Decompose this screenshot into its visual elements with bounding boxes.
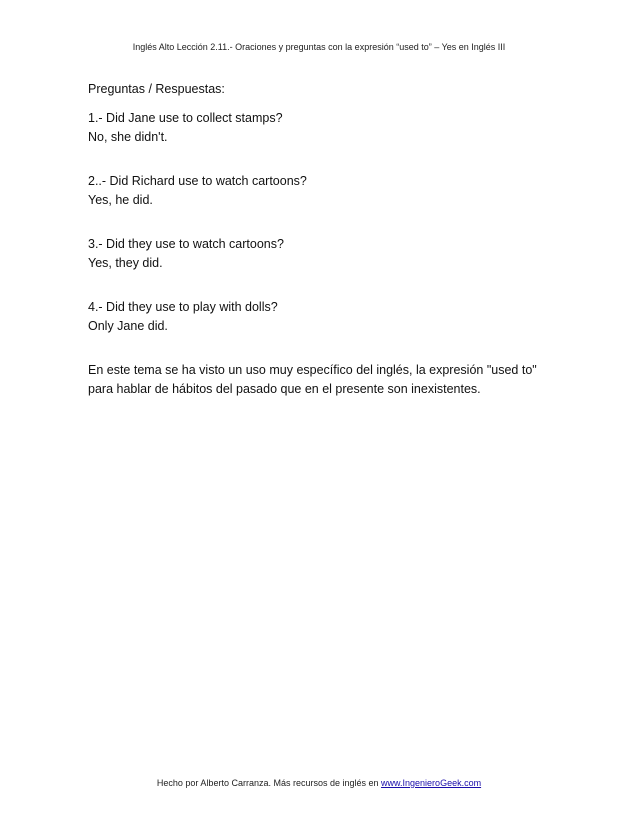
section-title: Preguntas / Respuestas: [88, 82, 225, 96]
question-2: 2..- Did Richard use to watch cartoons? [88, 174, 307, 188]
question-1: 1.- Did Jane use to collect stamps? [88, 111, 283, 125]
summary-line-2: para hablar de hábitos del pasado que en el presente son inexistentes. [88, 382, 481, 396]
footer-link[interactable]: www.IngenieroGeek.com [381, 778, 482, 788]
page-header: Inglés Alto Lección 2.11.- Oraciones y preguntas con la expresión “used to” – Yes en Inglés III [132, 42, 506, 52]
summary-paragraph [88, 361, 558, 399]
qa-item-4 [88, 298, 558, 336]
answer-2: Yes, he did. [88, 193, 153, 207]
footer-text: Hecho por Alberto Carranza. Más recursos de inglés en [156, 778, 382, 788]
qa-item-3 [88, 235, 558, 273]
question-4: 4.- Did they use to play with dolls? [88, 300, 278, 314]
answer-3: Yes, they did. [88, 256, 163, 270]
answer-4: Only Jane did. [88, 319, 168, 333]
qa-item-2 [88, 172, 558, 210]
document-body [88, 72, 558, 399]
summary-line-1: En este tema se ha visto un uso muy específico del inglés, la expresión "used to" [88, 363, 537, 377]
answer-1: No, she didn't. [88, 130, 168, 144]
question-3: 3.- Did they use to watch cartoons? [88, 237, 284, 251]
page-footer [0, 778, 638, 788]
qa-item-1 [88, 109, 558, 147]
